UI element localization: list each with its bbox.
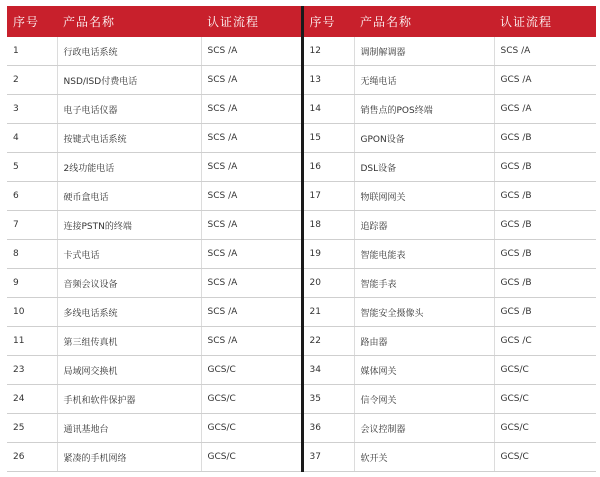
cell-product-name-2: 软开关: [354, 443, 494, 472]
cell-process: SCS /A: [201, 327, 302, 356]
table-body: [7, 37, 596, 472]
cell-process-2: SCS /A: [494, 37, 596, 66]
cell-process-2: GCS /B: [494, 298, 596, 327]
cell-no-2: 37: [302, 443, 354, 472]
header-no-2: 序号: [302, 6, 354, 37]
cell-no-2: 14: [302, 95, 354, 124]
cell-no: 5: [7, 153, 57, 182]
cell-no-2: 15: [302, 124, 354, 153]
table-row: [7, 66, 596, 95]
cell-product-name: 通讯基地台: [57, 414, 201, 443]
cell-product-name-2: 路由器: [354, 327, 494, 356]
cell-product-name-2: GPON设备: [354, 124, 494, 153]
cell-process: GCS/C: [201, 414, 302, 443]
table-row: [7, 182, 596, 211]
cell-product-name: 第三组传真机: [57, 327, 201, 356]
cell-no: 25: [7, 414, 57, 443]
table-row: [7, 37, 596, 66]
cell-product-name-2: 媒体网关: [354, 356, 494, 385]
cell-no: 4: [7, 124, 57, 153]
cell-no-2: 20: [302, 269, 354, 298]
cell-process: GCS/C: [201, 385, 302, 414]
cell-no-2: 12: [302, 37, 354, 66]
cell-process-2: GCS /C: [494, 327, 596, 356]
cell-product-name-2: 会议控制器: [354, 414, 494, 443]
cell-product-name-2: 销售点的POS终端: [354, 95, 494, 124]
cell-process: SCS /A: [201, 211, 302, 240]
cell-no: 8: [7, 240, 57, 269]
cell-process-2: GCS/C: [494, 414, 596, 443]
cell-no-2: 13: [302, 66, 354, 95]
table-row: [7, 95, 596, 124]
cell-process-2: GCS /A: [494, 66, 596, 95]
cell-no: 9: [7, 269, 57, 298]
cell-no: 3: [7, 95, 57, 124]
header-row: [7, 6, 596, 37]
cell-product-name-2: 追踪器: [354, 211, 494, 240]
cell-process-2: GCS /B: [494, 124, 596, 153]
cell-product-name: 连接PSTN的终端: [57, 211, 201, 240]
table-row: [7, 124, 596, 153]
cell-no: 1: [7, 37, 57, 66]
cell-process-2: GCS/C: [494, 356, 596, 385]
cell-no: 23: [7, 356, 57, 385]
table-row: [7, 153, 596, 182]
cell-process: SCS /A: [201, 182, 302, 211]
cell-process-2: GCS /B: [494, 182, 596, 211]
cell-product-name: 多线电话系统: [57, 298, 201, 327]
cell-product-name: 电子电话仪器: [57, 95, 201, 124]
cell-product-name-2: 无绳电话: [354, 66, 494, 95]
cell-product-name-2: 物联网网关: [354, 182, 494, 211]
cell-product-name: 卡式电话: [57, 240, 201, 269]
cell-process-2: GCS /A: [494, 95, 596, 124]
cell-product-name: 音频会议设备: [57, 269, 201, 298]
cell-product-name-2: DSL设备: [354, 153, 494, 182]
table-row: [7, 298, 596, 327]
cell-process: SCS /A: [201, 269, 302, 298]
cell-product-name: 手机和软件保护器: [57, 385, 201, 414]
cell-no-2: 17: [302, 182, 354, 211]
table-row: [7, 385, 596, 414]
cell-no: 6: [7, 182, 57, 211]
cell-process: SCS /A: [201, 95, 302, 124]
header-no: 序号: [7, 6, 57, 37]
cell-no: 10: [7, 298, 57, 327]
cell-no-2: 18: [302, 211, 354, 240]
cell-product-name: 局域网交换机: [57, 356, 201, 385]
table-row: [7, 443, 596, 472]
certification-table: [7, 6, 596, 472]
cell-no-2: 22: [302, 327, 354, 356]
cell-product-name-2: 智能手表: [354, 269, 494, 298]
cell-process-2: GCS /B: [494, 240, 596, 269]
cell-product-name-2: 信令网关: [354, 385, 494, 414]
cell-process: GCS/C: [201, 443, 302, 472]
cell-no-2: 19: [302, 240, 354, 269]
cell-product-name: 硬币盒电话: [57, 182, 201, 211]
cell-process: GCS/C: [201, 356, 302, 385]
header-product-name: 产品名称: [57, 6, 201, 37]
table-row: [7, 414, 596, 443]
product-table: [7, 6, 596, 472]
cell-no-2: 34: [302, 356, 354, 385]
cell-product-name: NSD/ISD付费电话: [57, 66, 201, 95]
cell-process: SCS /A: [201, 37, 302, 66]
cell-process: SCS /A: [201, 240, 302, 269]
cell-process: SCS /A: [201, 153, 302, 182]
header-product-name-2: 产品名称: [354, 6, 494, 37]
cell-process: SCS /A: [201, 298, 302, 327]
table-row: [7, 240, 596, 269]
cell-no: 26: [7, 443, 57, 472]
cell-product-name-2: 智能安全摄像头: [354, 298, 494, 327]
cell-product-name-2: 调制解调器: [354, 37, 494, 66]
cell-process-2: GCS/C: [494, 443, 596, 472]
cell-process: SCS /A: [201, 66, 302, 95]
cell-product-name: 行政电话系统: [57, 37, 201, 66]
cell-no: 11: [7, 327, 57, 356]
cell-no-2: 21: [302, 298, 354, 327]
cell-product-name: 2线功能电话: [57, 153, 201, 182]
header-process: 认证流程: [201, 6, 302, 37]
cell-process-2: GCS /B: [494, 269, 596, 298]
cell-no: 7: [7, 211, 57, 240]
cell-no-2: 36: [302, 414, 354, 443]
cell-no-2: 35: [302, 385, 354, 414]
table-row: [7, 269, 596, 298]
cell-no-2: 16: [302, 153, 354, 182]
cell-process-2: GCS /B: [494, 211, 596, 240]
cell-process-2: GCS /B: [494, 153, 596, 182]
cell-no: 24: [7, 385, 57, 414]
cell-product-name: 紧凑的手机网络: [57, 443, 201, 472]
cell-product-name: 按键式电话系统: [57, 124, 201, 153]
cell-product-name-2: 智能电能表: [354, 240, 494, 269]
table-row: [7, 327, 596, 356]
cell-no: 2: [7, 66, 57, 95]
cell-process-2: GCS/C: [494, 385, 596, 414]
cell-process: SCS /A: [201, 124, 302, 153]
header-process-2: 认证流程: [494, 6, 596, 37]
table-row: [7, 356, 596, 385]
table-row: [7, 211, 596, 240]
